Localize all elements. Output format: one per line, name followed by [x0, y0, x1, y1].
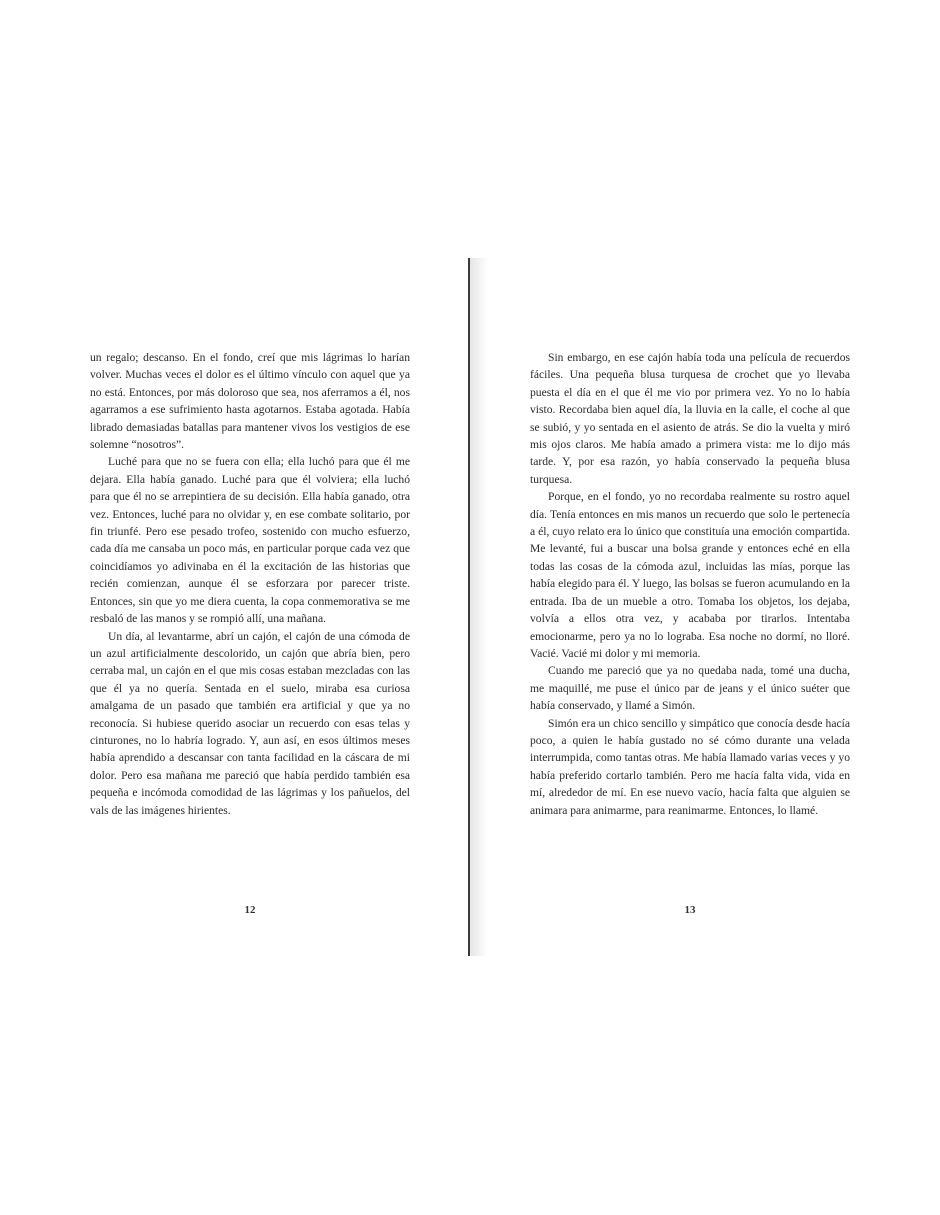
right-paragraph-3: Cuando me pareció que ya no quedaba nada, tomé una ducha, me maquillé, me puse el único par de jeans y el único suéter que había conservado, y llamé a Simón. — [530, 664, 850, 713]
left-paragraph-3: Un día, al levantarme, abrí un cajón, el cajón de una cómoda de un azul artificialmente descolorido, un cajón que abría bien, pero cerraba mal, un cajón en el que mis cosas estaban mezcladas con las que él ya no quería. Sentada en el suelo, miraba esa curiosa amalgama de un pasado que también era artificial y que ya no reconocía. Si hubiese querido asociar un recuerdo con esas telas y cinturones, no lo habría logrado. Y, aun así, en esos últimos meses había aprendido a descansar con tanta facilidad en la cáscara de mi dolor. Pero esa mañana me pareció que había perdido también esa pequeña e incómoda comodidad de las lágrimas y los pañuelos, del vals de las imágenes hirientes. — [90, 629, 410, 817]
right-page-text — [530, 349, 850, 819]
left-paragraph-2: Luché para que no se fuera con ella; ella luchó para que él me dejara. Ella había ganado. Luché para que él volviera; ella luchó para que él no se arrepintiera de su decisión. Ella había ganado, otra vez. Entonces, luché para no olvidar y, en ese combate solitario, por fin triunfé. Pero ese pesado trofeo, sostenido con mucho esfuerzo, cada día me cansaba un poco más, en particular porque cada vez que coincidíamos yo adivinaba en él la excitación de las historias que recién comienzan, aunque él se esforzara por parecer triste. Entonces, sin que yo me diera cuenta, la copa conmemorativa se me resbaló de las manos y se rompió allí, una mañana. — [90, 455, 410, 626]
book-gutter-shadow — [470, 258, 488, 956]
right-paragraph-1: Sin embargo, en ese cajón había toda una película de recuerdos fáciles. Una pequeña blusa turquesa de crochet que yo llevaba puesta el día en el que él me vio por primera vez. Yo no lo había visto. Recordaba bien aquel día, la lluvia en la calle, el coche al que se subió, y yo sentada en el asiento de atrás. Se dio la vuelta y miró mis ojos claros. Me había amado a primera vista: me lo dijo más tarde. Y, por esa razón, yo había conservado la pequeña blusa turquesa. — [530, 351, 850, 486]
right-page-number: 13 — [684, 904, 696, 916]
left-page-text — [90, 349, 410, 819]
right-paragraph-4: Simón era un chico sencillo y simpático que conocía desde hacía poco, a quien le había gustado no sé cómo durante una velada interrumpida, como tantas otras. Me había llamado varias veces y yo había preferido cortarlo también. Pero me hacía falta vida, vida en mí, alrededor de mí. En ese nuevo vacío, hacía falta que alguien se animara para animarme, para reanimarme. Entonces, lo llamé. — [530, 716, 850, 817]
left-paragraph-1: un regalo; descanso. En el fondo, creí que mis lágrimas lo harían volver. Muchas veces el dolor es el último vínculo con aquel que ya no está. Entonces, por más doloroso que sea, nos aferramos a él, nos agarramos a ese sufrimiento hasta agotarnos. Estaba agotada. Había librado demasiadas batallas para mantener vivos los vestigios de ese solemne “nosotros”. — [90, 351, 410, 452]
right-paragraph-2: Porque, en el fondo, yo no recordaba realmente su rostro aquel día. Tenía entonces en mis manos un recuerdo que solo le pertenecía a él, cuyo relato era lo único que constituía una emoción compartida. Me levanté, fui a buscar una bolsa grande y entonces eché en ella todas las cosas de la cómoda azul, incluidas las mías, porque las había elegido para él. Y luego, las bolsas se fueron acumulando en la entrada. Iba de un mueble a otro. Tomaba los objetos, los dejaba, volvía a ellos otra vez, y acababa por tirarlos. Intentaba emocionarme, pero ya no lo lograba. Esa noche no dormí, no lloré. Vacié. Vacié mi dolor y mi memoria. — [530, 490, 850, 660]
left-page-number: 12 — [244, 904, 256, 916]
